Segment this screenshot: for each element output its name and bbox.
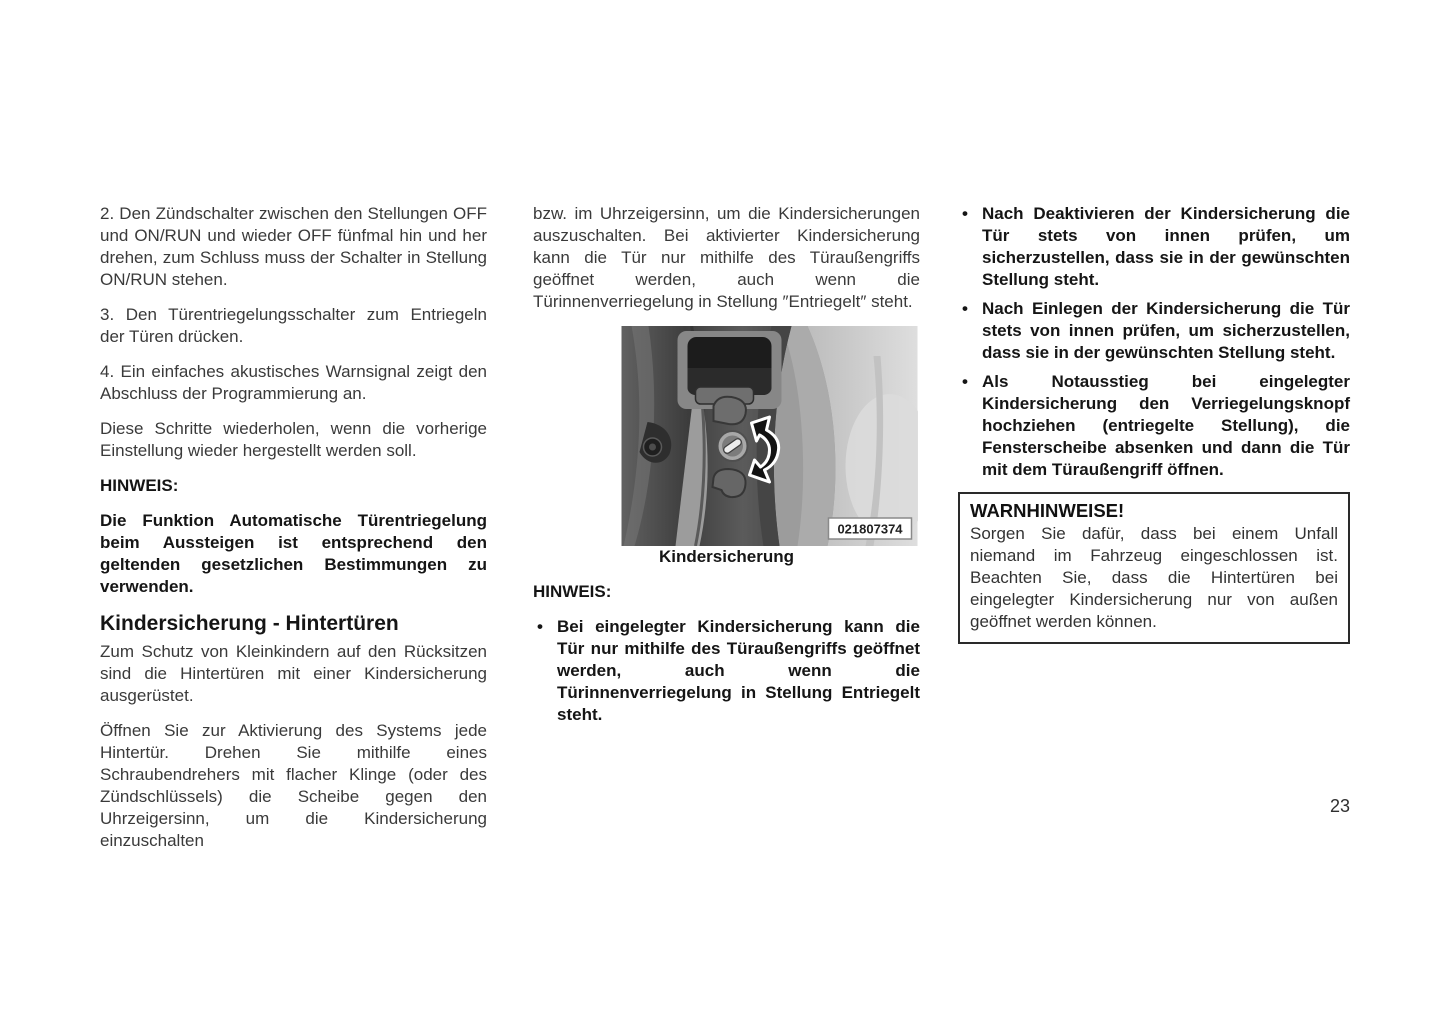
bullet-marker: • [962, 204, 968, 223]
figure-caption: Kindersicherung [658, 547, 795, 566]
hinweis-text: Die Funktion Automatische Türentriegelung beim Aussteigen ist entsprechend den geltenden gesetzlichen Bestimmungen zu verwenden. [100, 511, 487, 596]
warning-text: Sorgen Sie dafür, dass bei einem Unfall niemand im Fahrzeug eingeschlossen ist. Beachten Sie, dass die Hintertüren bei eingelegter Kindersicherung nur von außen geöffnet werden können. [970, 524, 1338, 631]
middle-para-1: bzw. im Uhrzeigersinn, um die Kindersicherungen auszuschalten. Bei aktivierter Kindersicherung kann die Tür nur mithilfe des Türaußengriffs geöffnet werden, auch wenn die Türinnenverriegelung in Stellung ″Entriegelt″ steht. [533, 204, 920, 311]
page-number: 23 [1329, 796, 1350, 816]
right-bullet-2 [958, 298, 1350, 364]
middle-bullet-1-text: Bei eingelegter Kindersicherung kann die Tür nur mithilfe des Türaußengriffs geöffnet werden, auch wenn die Türinnenverriegelung in Stellung Entriegelt steht. [557, 617, 920, 724]
repeat-note: Diese Schritte wiederholen, wenn die vorherige Einstellung wieder hergestellt werden soll. [100, 419, 487, 460]
middle-column [533, 203, 920, 733]
step-2: 2. Den Zündschalter zwischen den Stellungen OFF und ON/RUN und wieder OFF fünfmal hin und her drehen, zum Schluss muss der Schalter in Stellung ON/RUN stehen. [100, 204, 487, 289]
middle-bullet-1 [533, 616, 920, 726]
section-heading-kindersicherung: Kindersicherung - Hintertüren [100, 612, 399, 635]
bullet-marker: • [537, 617, 543, 636]
kindersicherung-para-2: Öffnen Sie zur Aktivierung des Systems jede Hintertür. Drehen Sie mithilfe eines Schraubendrehers mit flacher Klinge (oder des Zündschlüssels) die Scheibe gegen den Uhrzeigersinn, um die Kindersicherung einzuschalten [100, 721, 487, 850]
middle-hinweis-label: HINWEIS: [533, 582, 612, 601]
hinweis-label: HINWEIS: [100, 476, 179, 495]
step-4: 4. Ein einfaches akustisches Warnsignal zeigt den Abschluss der Programmierung an. [100, 362, 487, 403]
warning-title: WARNHINWEISE! [970, 500, 1125, 521]
door-edge-illustration [621, 326, 918, 546]
child-lock-figure [621, 326, 918, 546]
left-column [100, 203, 487, 865]
kindersicherung-para-1: Zum Schutz von Kleinkindern auf den Rücksitzen sind die Hintertüren mit einer Kindersicherung ausgerüstet. [100, 642, 487, 705]
right-bullet-3-text: Als Notausstieg bei eingelegter Kindersicherung den Verriegelungsknopf hochziehen (entriegelte Stellung), die Fensterscheibe absenken und dann die Tür mit dem Türaußengriff öffnen. [982, 372, 1350, 479]
right-bullet-1-text: Nach Deaktivieren der Kindersicherung die Tür stets von innen prüfen, um sicherzustellen, dass sie in der gewünschten Stellung steht. [982, 204, 1350, 289]
bullet-marker: • [962, 372, 968, 391]
figure-code: 021807374 [837, 521, 903, 537]
right-column [958, 203, 1350, 644]
step-3: 3. Den Türentriegelungsschalter zum Entriegeln der Türen drücken. [100, 305, 487, 346]
right-bullet-1 [958, 203, 1350, 291]
warning-box [958, 492, 1350, 644]
right-bullet-3 [958, 371, 1350, 481]
bullet-marker: • [962, 299, 968, 318]
right-bullet-2-text: Nach Einlegen der Kindersicherung die Tür stets von innen prüfen, um sicherzustellen, dass sie in der gewünschten Stellung steht. [982, 299, 1350, 362]
